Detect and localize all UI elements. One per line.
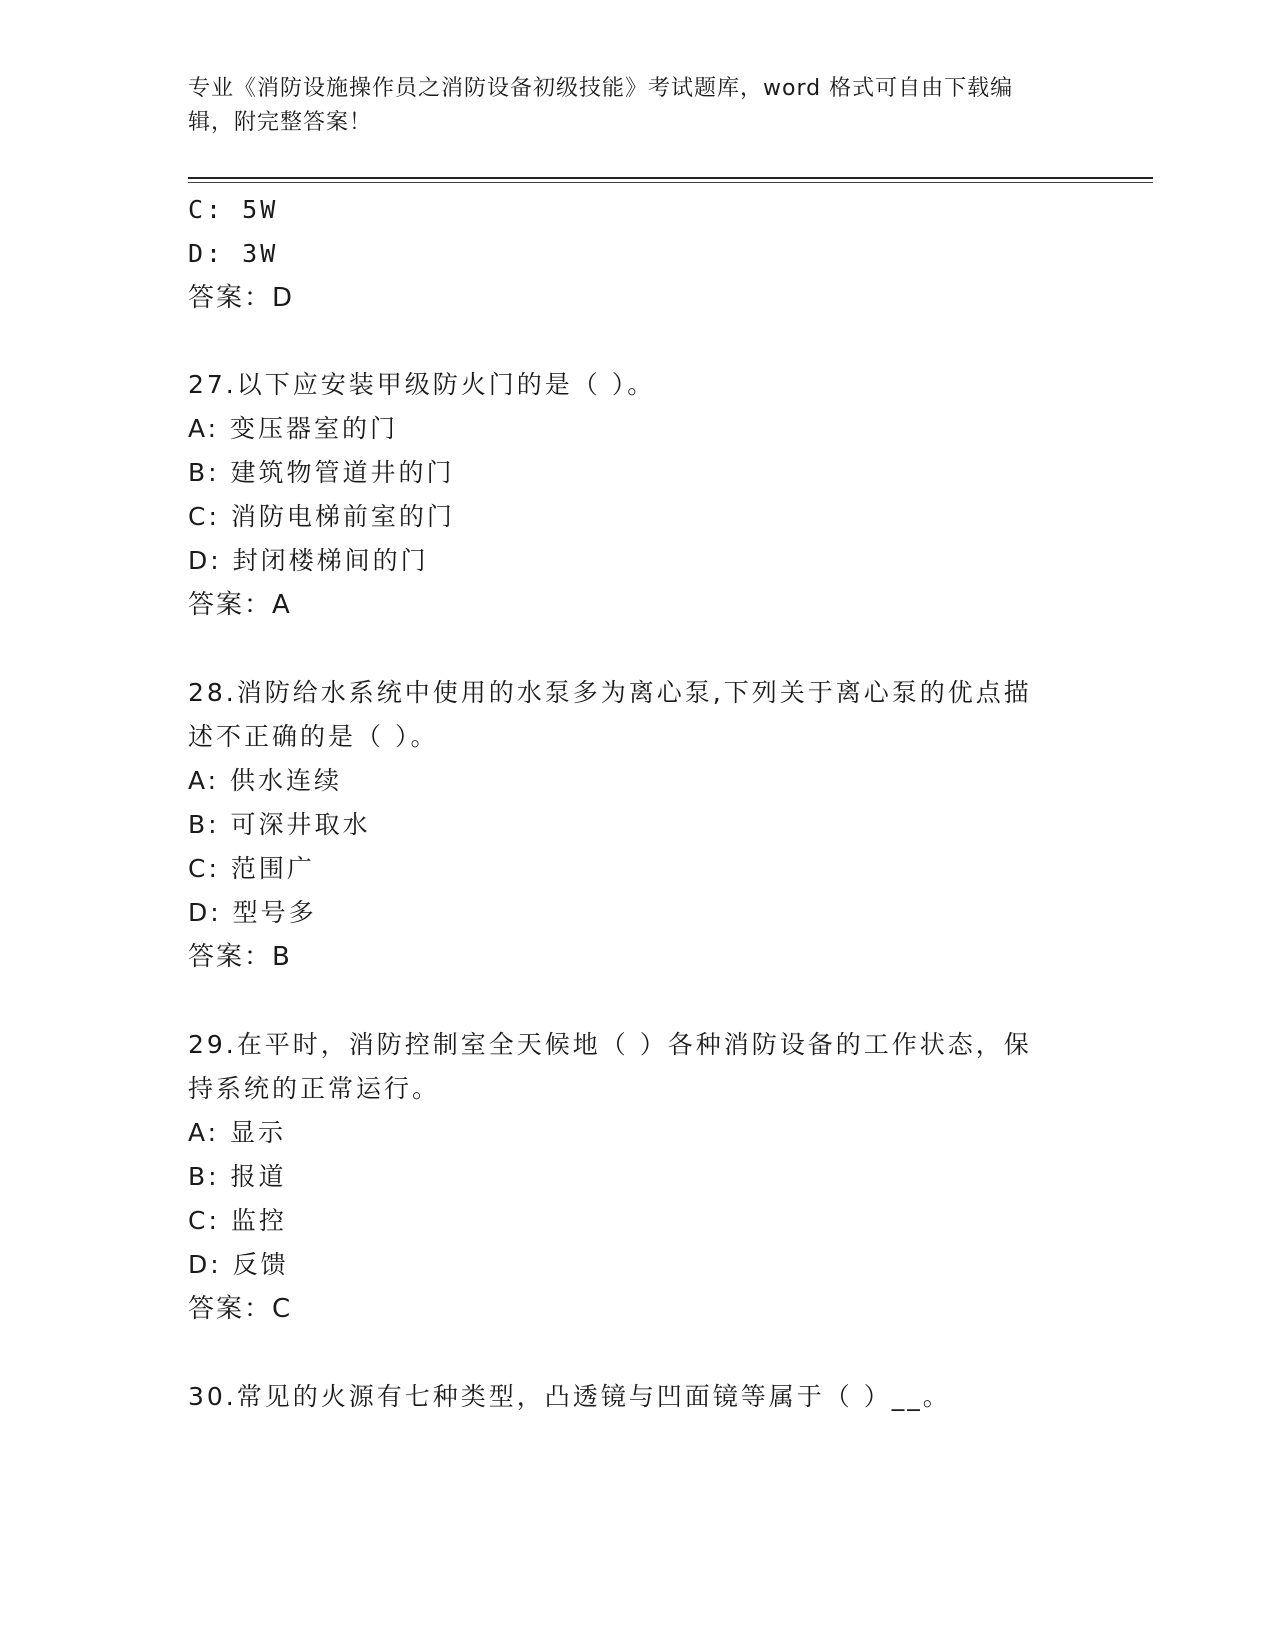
q29-stem-line-2: 持系统的正常运行。 — [188, 1074, 441, 1103]
header-divider-thin — [188, 182, 1153, 183]
q27-answer: 答案：A — [188, 590, 292, 620]
q28-option-c: C: 范围广 — [188, 854, 315, 883]
q26-option-d: D: 3W — [188, 239, 279, 268]
q29-option-c: C: 监控 — [188, 1206, 287, 1235]
q29-option-a: A: 显示 — [188, 1118, 287, 1147]
header-line-1: 专业《消防设施操作员之消防设备初级技能》考试题库，word 格式可自由下载编 — [188, 76, 1014, 101]
q28-option-a: A: 供水连续 — [188, 766, 343, 795]
q28-stem-line-2: 述不正确的是（ ）。 — [188, 722, 439, 751]
q26-option-c: C: 5W — [188, 195, 279, 224]
q26-answer: 答案：D — [188, 283, 295, 313]
header-line-2: 辑，附完整答案！ — [188, 110, 373, 135]
header-divider-thick — [188, 177, 1153, 179]
q27-option-c: C: 消防电梯前室的门 — [188, 502, 455, 531]
q29-stem-line-1: 29.在平时，消防控制室全天候地（ ）各种消防设备的工作状态，保 — [188, 1030, 1032, 1059]
q27-option-b: B: 建筑物管道井的门 — [188, 458, 455, 487]
q28-option-b: B: 可深井取水 — [188, 810, 371, 839]
q27-stem: 27.以下应安装甲级防火门的是（ ）。 — [188, 370, 656, 399]
q27-option-a: A: 变压器室的门 — [188, 414, 399, 443]
q28-answer: 答案：B — [188, 942, 292, 972]
q28-option-d: D: 型号多 — [188, 898, 317, 927]
q29-answer: 答案：C — [188, 1294, 293, 1324]
document-header — [188, 72, 1088, 140]
q28-stem-line-1: 28.消防给水系统中使用的水泵多为离心泵,下列关于离心泵的优点描 — [188, 678, 1032, 707]
q27-option-d: D: 封闭楼梯间的门 — [188, 546, 429, 575]
q29-option-d: D: 反馈 — [188, 1250, 289, 1279]
q29-option-b: B: 报道 — [188, 1162, 287, 1191]
q30-stem: 30.常见的火源有七种类型，凸透镜与凹面镜等属于（ ）__。 — [188, 1382, 951, 1411]
